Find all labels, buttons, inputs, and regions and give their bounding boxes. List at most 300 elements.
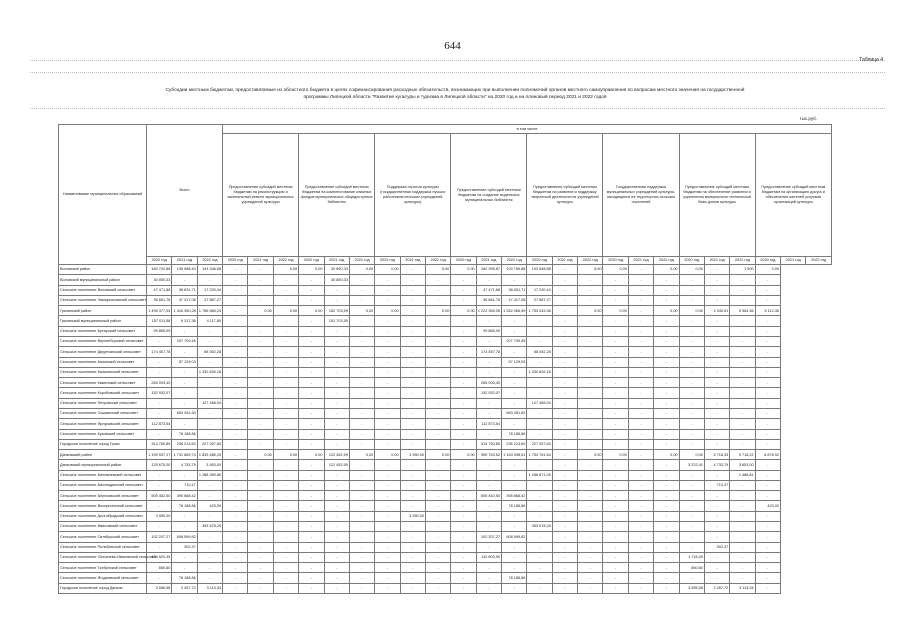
row-value: - (223, 388, 248, 398)
row-value: - (299, 573, 324, 583)
row-value: - (349, 501, 374, 511)
row-value: 265 003,40 (476, 378, 501, 388)
row-value: - (552, 480, 577, 490)
row-value: - (578, 367, 603, 377)
row-value: 78 188,86 (502, 501, 527, 511)
row-value: - (578, 295, 603, 305)
row-value: - (197, 357, 222, 367)
row-value: - (603, 367, 628, 377)
row-value: - (578, 326, 603, 336)
row-value: - (349, 378, 374, 388)
header-year: 2020 год (679, 257, 704, 265)
row-value: - (628, 511, 653, 521)
row-value: - (527, 388, 552, 398)
row-value: - (349, 460, 374, 470)
row-value: - (603, 347, 628, 357)
row-value: - (527, 542, 552, 552)
row-value: - (248, 522, 273, 532)
row-value: 683 281,60 (502, 408, 527, 418)
row-value: - (654, 532, 679, 542)
row-value: - (248, 511, 273, 521)
row-value: - (197, 532, 222, 542)
row-value: - (425, 583, 450, 593)
header-column: Предоставление субсидий местным бюджетам на комплектование книжных фондов муниципальных общедоступных библиотек (299, 134, 375, 257)
row-value: - (273, 563, 298, 573)
table-row (59, 336, 832, 346)
row-value: - (375, 563, 400, 573)
row-value: 17 230,44 (197, 285, 222, 295)
row-value: - (375, 470, 400, 480)
row-value: - (299, 285, 324, 295)
row-value: - (223, 419, 248, 429)
row-value: - (273, 398, 298, 408)
row-value: - (679, 357, 704, 367)
row-value: - (299, 480, 324, 490)
row-value: - (400, 326, 425, 336)
row-value: - (704, 378, 729, 388)
row-value: 132 803,90 (476, 552, 501, 562)
header-column: Государственная поддержка муниципальных учреждений культуры, находящихся на территориях сельских поселений (603, 134, 679, 257)
row-value: - (755, 429, 780, 439)
row-value: - (628, 408, 653, 418)
row-value: - (730, 532, 755, 542)
row-value: - (248, 480, 273, 490)
row-value: - (552, 378, 577, 388)
row-value: 0,00 (375, 265, 400, 275)
row-value: - (223, 378, 248, 388)
row-value: - (299, 522, 324, 532)
row-value: 1 288 359,86 (197, 470, 222, 480)
row-value: - (628, 265, 653, 275)
row-value: 112 873,54 (147, 419, 172, 429)
row-value: 2 457,72 (704, 583, 729, 593)
row-value: - (248, 429, 273, 439)
row-value: - (273, 583, 298, 593)
row-value: - (425, 367, 450, 377)
row-value: - (451, 347, 476, 357)
row-value: 30 850,33 (147, 275, 172, 285)
row-value: 174 457,78 (147, 347, 172, 357)
row-value: 0,00 (578, 306, 603, 316)
subsidy-table (58, 124, 832, 594)
row-value: - (502, 552, 527, 562)
row-value: - (400, 347, 425, 357)
row-value: - (527, 336, 552, 346)
row-value: 5 718,33 (704, 450, 729, 460)
row-value: 4 117,80 (197, 316, 222, 326)
header-column: Предоставление субсидий местным бюджетам на организацию досуга и обеспечение жителей услугами организаций культуры (755, 134, 831, 257)
header-year: 2020 год (451, 257, 476, 265)
header-name: Наименование муниципальных образований (59, 125, 147, 265)
row-value: 0,00 (299, 265, 324, 275)
row-value: - (451, 408, 476, 418)
row-value: - (349, 285, 374, 295)
table-row (59, 450, 832, 460)
row-value: - (476, 336, 501, 346)
row-value: - (578, 573, 603, 583)
row-value: 353 678,25 (197, 522, 222, 532)
row-value: - (578, 429, 603, 439)
row-value: 0,00 (679, 450, 704, 460)
row-value: 102 207,27 (147, 532, 172, 542)
row-value: - (704, 336, 729, 346)
row-value: - (451, 501, 476, 511)
row-value: - (679, 480, 704, 490)
row-value: - (527, 316, 552, 326)
row-value: - (451, 491, 476, 501)
row-value: - (223, 367, 248, 377)
row-value: - (578, 419, 603, 429)
table-row (59, 470, 832, 480)
row-value: - (654, 326, 679, 336)
row-value: - (299, 316, 324, 326)
row-value: - (628, 347, 653, 357)
row-value: - (375, 460, 400, 470)
row-value: - (400, 501, 425, 511)
row-value: 3 596,58 (679, 583, 704, 593)
row-value: - (578, 583, 603, 593)
row-value: - (248, 583, 273, 593)
row-value: 0,00 (654, 306, 679, 316)
row-value: - (451, 388, 476, 398)
row-value: - (223, 295, 248, 305)
row-value: - (679, 398, 704, 408)
row-value: - (578, 491, 603, 501)
row-value: - (654, 470, 679, 480)
row-value: - (299, 357, 324, 367)
row-value: - (755, 522, 780, 532)
row-value: - (755, 316, 780, 326)
row-value: - (654, 583, 679, 593)
row-value: - (248, 378, 273, 388)
row-value: - (324, 542, 349, 552)
row-value: - (704, 357, 729, 367)
row-value: - (679, 388, 704, 398)
row-value: - (324, 491, 349, 501)
row-value: - (755, 367, 780, 377)
header-total: Всего (147, 125, 223, 257)
row-value: - (248, 347, 273, 357)
row-value: - (628, 532, 653, 542)
row-value: - (349, 532, 374, 542)
row-value: - (755, 275, 780, 285)
row-value: - (755, 563, 780, 573)
row-value: - (476, 501, 501, 511)
table-row (59, 429, 832, 439)
row-value: - (552, 552, 577, 562)
table-row (59, 563, 832, 573)
row-value: - (223, 583, 248, 593)
row-value: - (425, 491, 450, 501)
header-year: 2022 год (502, 257, 527, 265)
row-name: Сельское поселение Сошкинский сельсовет (59, 408, 147, 418)
table-row (59, 511, 832, 521)
row-value: 505 452,50 (476, 491, 501, 501)
row-value: 30 850,33 (324, 265, 349, 275)
row-value: - (400, 480, 425, 490)
row-value: - (324, 408, 349, 418)
row-value: - (223, 326, 248, 336)
row-value: 180 702,88 (147, 265, 172, 275)
row-value: - (654, 439, 679, 449)
row-value: - (704, 511, 729, 521)
header-year: 2020 год (375, 257, 400, 265)
row-name: Сельское поселение Ярлуковский сельсовет (59, 419, 147, 429)
row-value: - (704, 347, 729, 357)
row-value: - (223, 398, 248, 408)
row-value: 112 873,54 (476, 419, 501, 429)
row-value: 0,00 (603, 450, 628, 460)
row-value: - (299, 378, 324, 388)
row-value: - (197, 388, 222, 398)
header-column: Предоставление субсидий местным бюджетам на развитие и поддержку творческой деятельности учреждений культуры (527, 134, 603, 257)
table-row (59, 408, 832, 418)
row-value: - (400, 532, 425, 542)
row-value: - (197, 563, 222, 573)
row-value: 78 188,86 (172, 573, 197, 583)
row-value: - (704, 408, 729, 418)
row-value: - (147, 367, 172, 377)
row-value: - (425, 419, 450, 429)
row-value: - (755, 347, 780, 357)
row-value: - (273, 357, 298, 367)
row-value: 78 188,86 (502, 573, 527, 583)
row-value: 99 865,09 (476, 326, 501, 336)
row-value: - (324, 480, 349, 490)
row-value: - (172, 419, 197, 429)
row-value: - (451, 326, 476, 336)
row-value: - (400, 460, 425, 470)
row-value: - (527, 419, 552, 429)
row-value: 3 596,58 (147, 583, 172, 593)
row-value: - (451, 470, 476, 480)
row-value: - (552, 265, 577, 275)
row-value: - (248, 532, 273, 542)
row-value: - (628, 552, 653, 562)
row-value: - (299, 275, 324, 285)
row-value: - (349, 491, 374, 501)
row-value: 0,00 (451, 450, 476, 460)
row-value: - (755, 419, 780, 429)
row-value: - (324, 522, 349, 532)
row-value: - (755, 491, 780, 501)
row-value: - (425, 480, 450, 490)
header-year: 2021 год (476, 257, 501, 265)
row-value: - (375, 367, 400, 377)
row-value: - (324, 347, 349, 357)
row-value: - (147, 470, 172, 480)
row-value: - (425, 573, 450, 583)
row-value: - (299, 398, 324, 408)
row-value: 1 753 243,36 (527, 306, 552, 316)
row-value: 1 262 066,99 (502, 306, 527, 316)
row-name: Сельское поселение Баловневский сельсовет (59, 470, 147, 480)
row-value: - (451, 398, 476, 408)
row-value: - (172, 367, 197, 377)
row-value: - (578, 501, 603, 511)
row-name: Сельское поселение Двуречанский сельсовет (59, 347, 147, 357)
row-value: - (730, 439, 755, 449)
row-value: - (400, 408, 425, 418)
row-value: 36 661,78 (147, 295, 172, 305)
row-value: - (299, 429, 324, 439)
row-value: - (502, 378, 527, 388)
row-value: - (552, 419, 577, 429)
row-value: - (324, 583, 349, 593)
row-value: - (197, 275, 222, 285)
row-value: - (223, 439, 248, 449)
row-value: - (400, 429, 425, 439)
row-value: - (552, 357, 577, 367)
row-value: - (502, 522, 527, 532)
row-value: - (730, 367, 755, 377)
row-value: - (400, 336, 425, 346)
row-value: - (552, 347, 577, 357)
row-value: - (425, 542, 450, 552)
row-value: - (755, 336, 780, 346)
row-value: 0,00 (375, 450, 400, 460)
row-value: - (552, 439, 577, 449)
row-value: - (679, 511, 704, 521)
row-value: 423,00 (755, 501, 780, 511)
row-name: Сельское поселение Спешнево-Ивановский сельсовет (59, 552, 147, 562)
row-value: - (273, 439, 298, 449)
row-value: - (223, 336, 248, 346)
row-value: - (502, 511, 527, 521)
row-value: - (552, 398, 577, 408)
row-value: - (578, 532, 603, 542)
row-value: - (400, 357, 425, 367)
row-value: 152 932,07 (147, 388, 172, 398)
row-value: 207 709,45 (172, 336, 197, 346)
row-value: 302,37 (704, 542, 729, 552)
row-value: - (628, 378, 653, 388)
row-value: - (730, 542, 755, 552)
row-value: - (400, 563, 425, 573)
row-value: - (273, 295, 298, 305)
row-value: - (400, 388, 425, 398)
row-value: - (704, 491, 729, 501)
row-value: - (552, 450, 577, 460)
row-value: 4 733,79 (172, 460, 197, 470)
row-value: - (451, 439, 476, 449)
row-value: - (223, 542, 248, 552)
row-value: - (628, 398, 653, 408)
row-value: - (349, 357, 374, 367)
row-value: - (197, 552, 222, 562)
row-value: 152 703,59 (324, 306, 349, 316)
row-value: - (527, 501, 552, 511)
row-value: - (223, 347, 248, 357)
row-value: - (755, 552, 780, 562)
row-value: 0,00 (349, 450, 374, 460)
table-row (59, 316, 832, 326)
row-value: 122 452,59 (324, 450, 349, 460)
row-value: - (425, 388, 450, 398)
row-value: - (172, 511, 197, 521)
row-value: - (476, 522, 501, 532)
row-value: - (578, 336, 603, 346)
header-year: 2022 год (654, 257, 679, 265)
row-value: - (299, 439, 324, 449)
row-value: - (324, 398, 349, 408)
row-value: - (400, 419, 425, 429)
row-value: - (299, 511, 324, 521)
row-value: - (628, 439, 653, 449)
header-year: 2021 год (324, 257, 349, 265)
row-value: - (451, 480, 476, 490)
row-name: Сельское поселение Воскресенский сельсовет (59, 501, 147, 511)
row-value: - (476, 460, 501, 470)
row-value: - (197, 542, 222, 552)
header-year: 2022 год (349, 257, 374, 265)
row-value: - (375, 357, 400, 367)
row-value: - (223, 491, 248, 501)
row-value: - (299, 501, 324, 511)
row-value: - (603, 326, 628, 336)
row-value: 395 868,42 (502, 491, 527, 501)
header-year: 2021 год (704, 257, 729, 265)
row-value: - (502, 419, 527, 429)
row-value: - (451, 378, 476, 388)
table-title: Субсидии местным бюджетам, предоставляемые из областного бюджета в целях софинансирования расходных обязательств, возникающих при выполнении полномочий органов местного самоуправления по вопросам местного значения на государственной программы Липецкой области "Развитие культуры и туризма в Липецкой области" на 2020 год и на плановый период 2021 и 2022 годов (165, 88, 745, 100)
row-value: - (172, 470, 197, 480)
row-value: - (400, 367, 425, 377)
row-value: - (527, 532, 552, 542)
row-value: - (451, 573, 476, 583)
row-value: - (502, 388, 527, 398)
row-value: - (654, 285, 679, 295)
row-value: 9 716,22 (730, 450, 755, 460)
row-value: - (502, 316, 527, 326)
header-year: 2020 год (755, 257, 780, 265)
row-value: - (628, 563, 653, 573)
row-value: - (375, 501, 400, 511)
table-row (59, 295, 832, 305)
row-value: - (425, 522, 450, 532)
row-value: - (578, 470, 603, 480)
row-name: Сельское поселение Полибинский сельсовет (59, 542, 147, 552)
row-name: Сельское поселение Бигильдинский сельсовет (59, 480, 147, 490)
row-value: - (197, 480, 222, 490)
row-value: 0,00 (299, 450, 324, 460)
row-value: - (299, 552, 324, 562)
row-value: 0,00 (578, 265, 603, 275)
row-value: - (349, 408, 374, 418)
row-value: - (375, 439, 400, 449)
row-value: - (679, 326, 704, 336)
row-value: - (349, 583, 374, 593)
row-value: - (248, 336, 273, 346)
row-value: 127 468,04 (527, 398, 552, 408)
row-value: - (755, 357, 780, 367)
row-value: - (248, 563, 273, 573)
row-value: - (755, 326, 780, 336)
row-value: - (375, 522, 400, 532)
row-value: 152 703,59 (324, 316, 349, 326)
row-value: - (628, 583, 653, 593)
row-value: - (654, 511, 679, 521)
row-value: - (476, 573, 501, 583)
row-value: - (628, 522, 653, 532)
row-value: - (324, 388, 349, 398)
row-value: - (552, 316, 577, 326)
row-name: Сельское поселение Бутырский сельсовет (59, 326, 147, 336)
row-value: - (578, 275, 603, 285)
row-value: - (425, 357, 450, 367)
row-value: 1 488,81 (730, 470, 755, 480)
row-value: - (349, 295, 374, 305)
